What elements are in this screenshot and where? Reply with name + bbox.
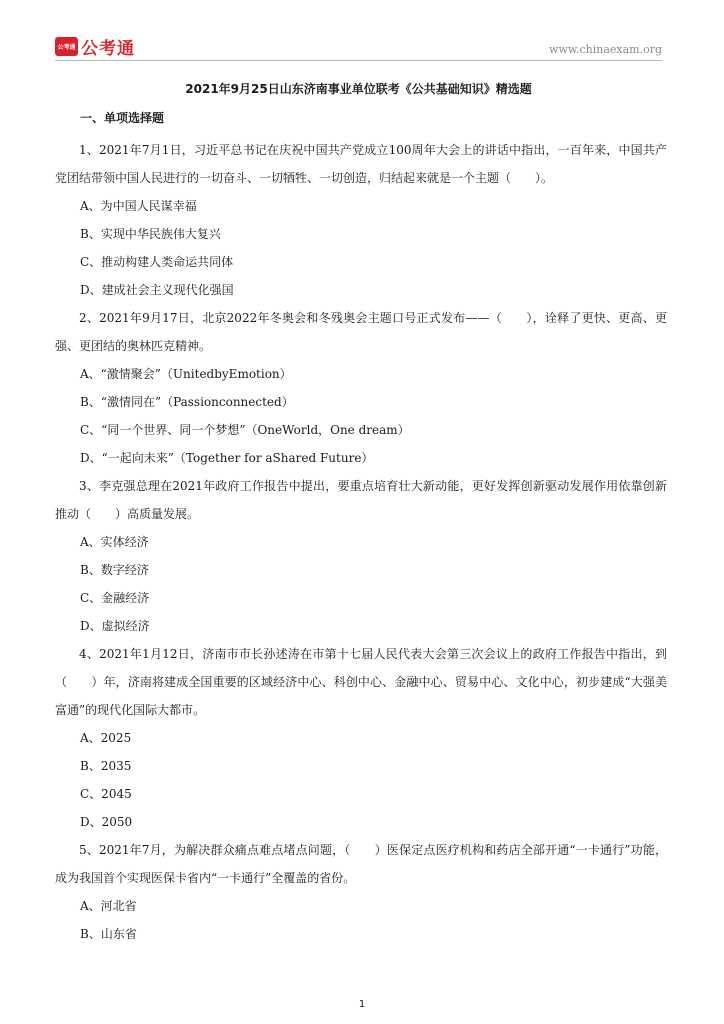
page-header (55, 34, 662, 61)
question-stem: 2、2021年9月17日，北京2022年冬奥会和冬残奥会主题口号正式发布——（ ），诠释了更快、更高、更强、更团结的奥林匹克精神。 (55, 311, 667, 353)
question-option: C、2045 (80, 787, 132, 801)
site-url[interactable]: www.chinaexam.org (549, 43, 662, 56)
page-number: 1 (358, 999, 366, 1010)
question-option: D、“一起向未来”（Together for aShared Future） (80, 451, 374, 465)
logo-text: 公考通 (81, 39, 135, 59)
question-option: A、2025 (80, 731, 132, 745)
question-option: B、2035 (80, 759, 132, 773)
brand-logo[interactable] (55, 34, 135, 59)
question-option: A、河北省 (80, 899, 137, 913)
document-title: 2021年9月25日山东济南事业单位联考《公共基础知识》精选题 (185, 82, 532, 96)
question-option: D、虚拟经济 (80, 619, 150, 633)
question-option: B、数字经济 (80, 563, 149, 577)
question-option: C、金融经济 (80, 591, 150, 605)
question-option: B、山东省 (80, 927, 137, 941)
question-option: B、“激情同在”（Passionconnected） (80, 395, 294, 409)
question-list (55, 136, 667, 948)
question-stem: 3、李克强总理在2021年政府工作报告中提出，要重点培育壮大新动能，更好发挥创新驱动发展作用依靠创新推动（ ）高质量发展。 (55, 479, 667, 521)
question-option: B、实现中华民族伟大复兴 (80, 227, 221, 241)
question-option: A、“激情聚会”（UnitedbyEmotion） (80, 367, 292, 381)
question-option: D、2050 (80, 815, 133, 829)
question-option: C、“同一个世界、同一个梦想”（OneWorld，One dream） (80, 423, 410, 437)
question-stem: 1、2021年7月1日，习近平总书记在庆祝中国共产党成立100周年大会上的讲话中指出，一百年来，中国共产党团结带领中国人民进行的一切奋斗、一切牺牲、一切创造，归结起来就是一个主题（ ）。 (55, 143, 667, 185)
question-option: D、建成社会主义现代化强国 (80, 283, 234, 297)
section-heading: 一、单项选择题 (80, 111, 165, 125)
question-stem: 4、2021年1月12日，济南市市长孙述涛在市第十七届人民代表大会第三次会议上的政府工作报告中指出，到（ ）年，济南将建成全国重要的区域经济中心、科创中心、金融中心、贸易中心、文化中心，初步建成“大强美富通”的现代化国际大都市。 (55, 647, 667, 717)
question-stem: 5、2021年7月，为解决群众痛点难点堵点问题，（ ）医保定点医疗机构和药店全部开通“一卡通行”功能，成为我国首个实现医保卡省内“一卡通行”全覆盖的省份。 (55, 843, 667, 885)
question-option: C、推动构建人类命运共同体 (80, 255, 234, 269)
logo-badge-icon: 公考通 (55, 37, 78, 56)
question-option: A、实体经济 (80, 535, 149, 549)
question-option: A、为中国人民谋幸福 (80, 199, 197, 213)
